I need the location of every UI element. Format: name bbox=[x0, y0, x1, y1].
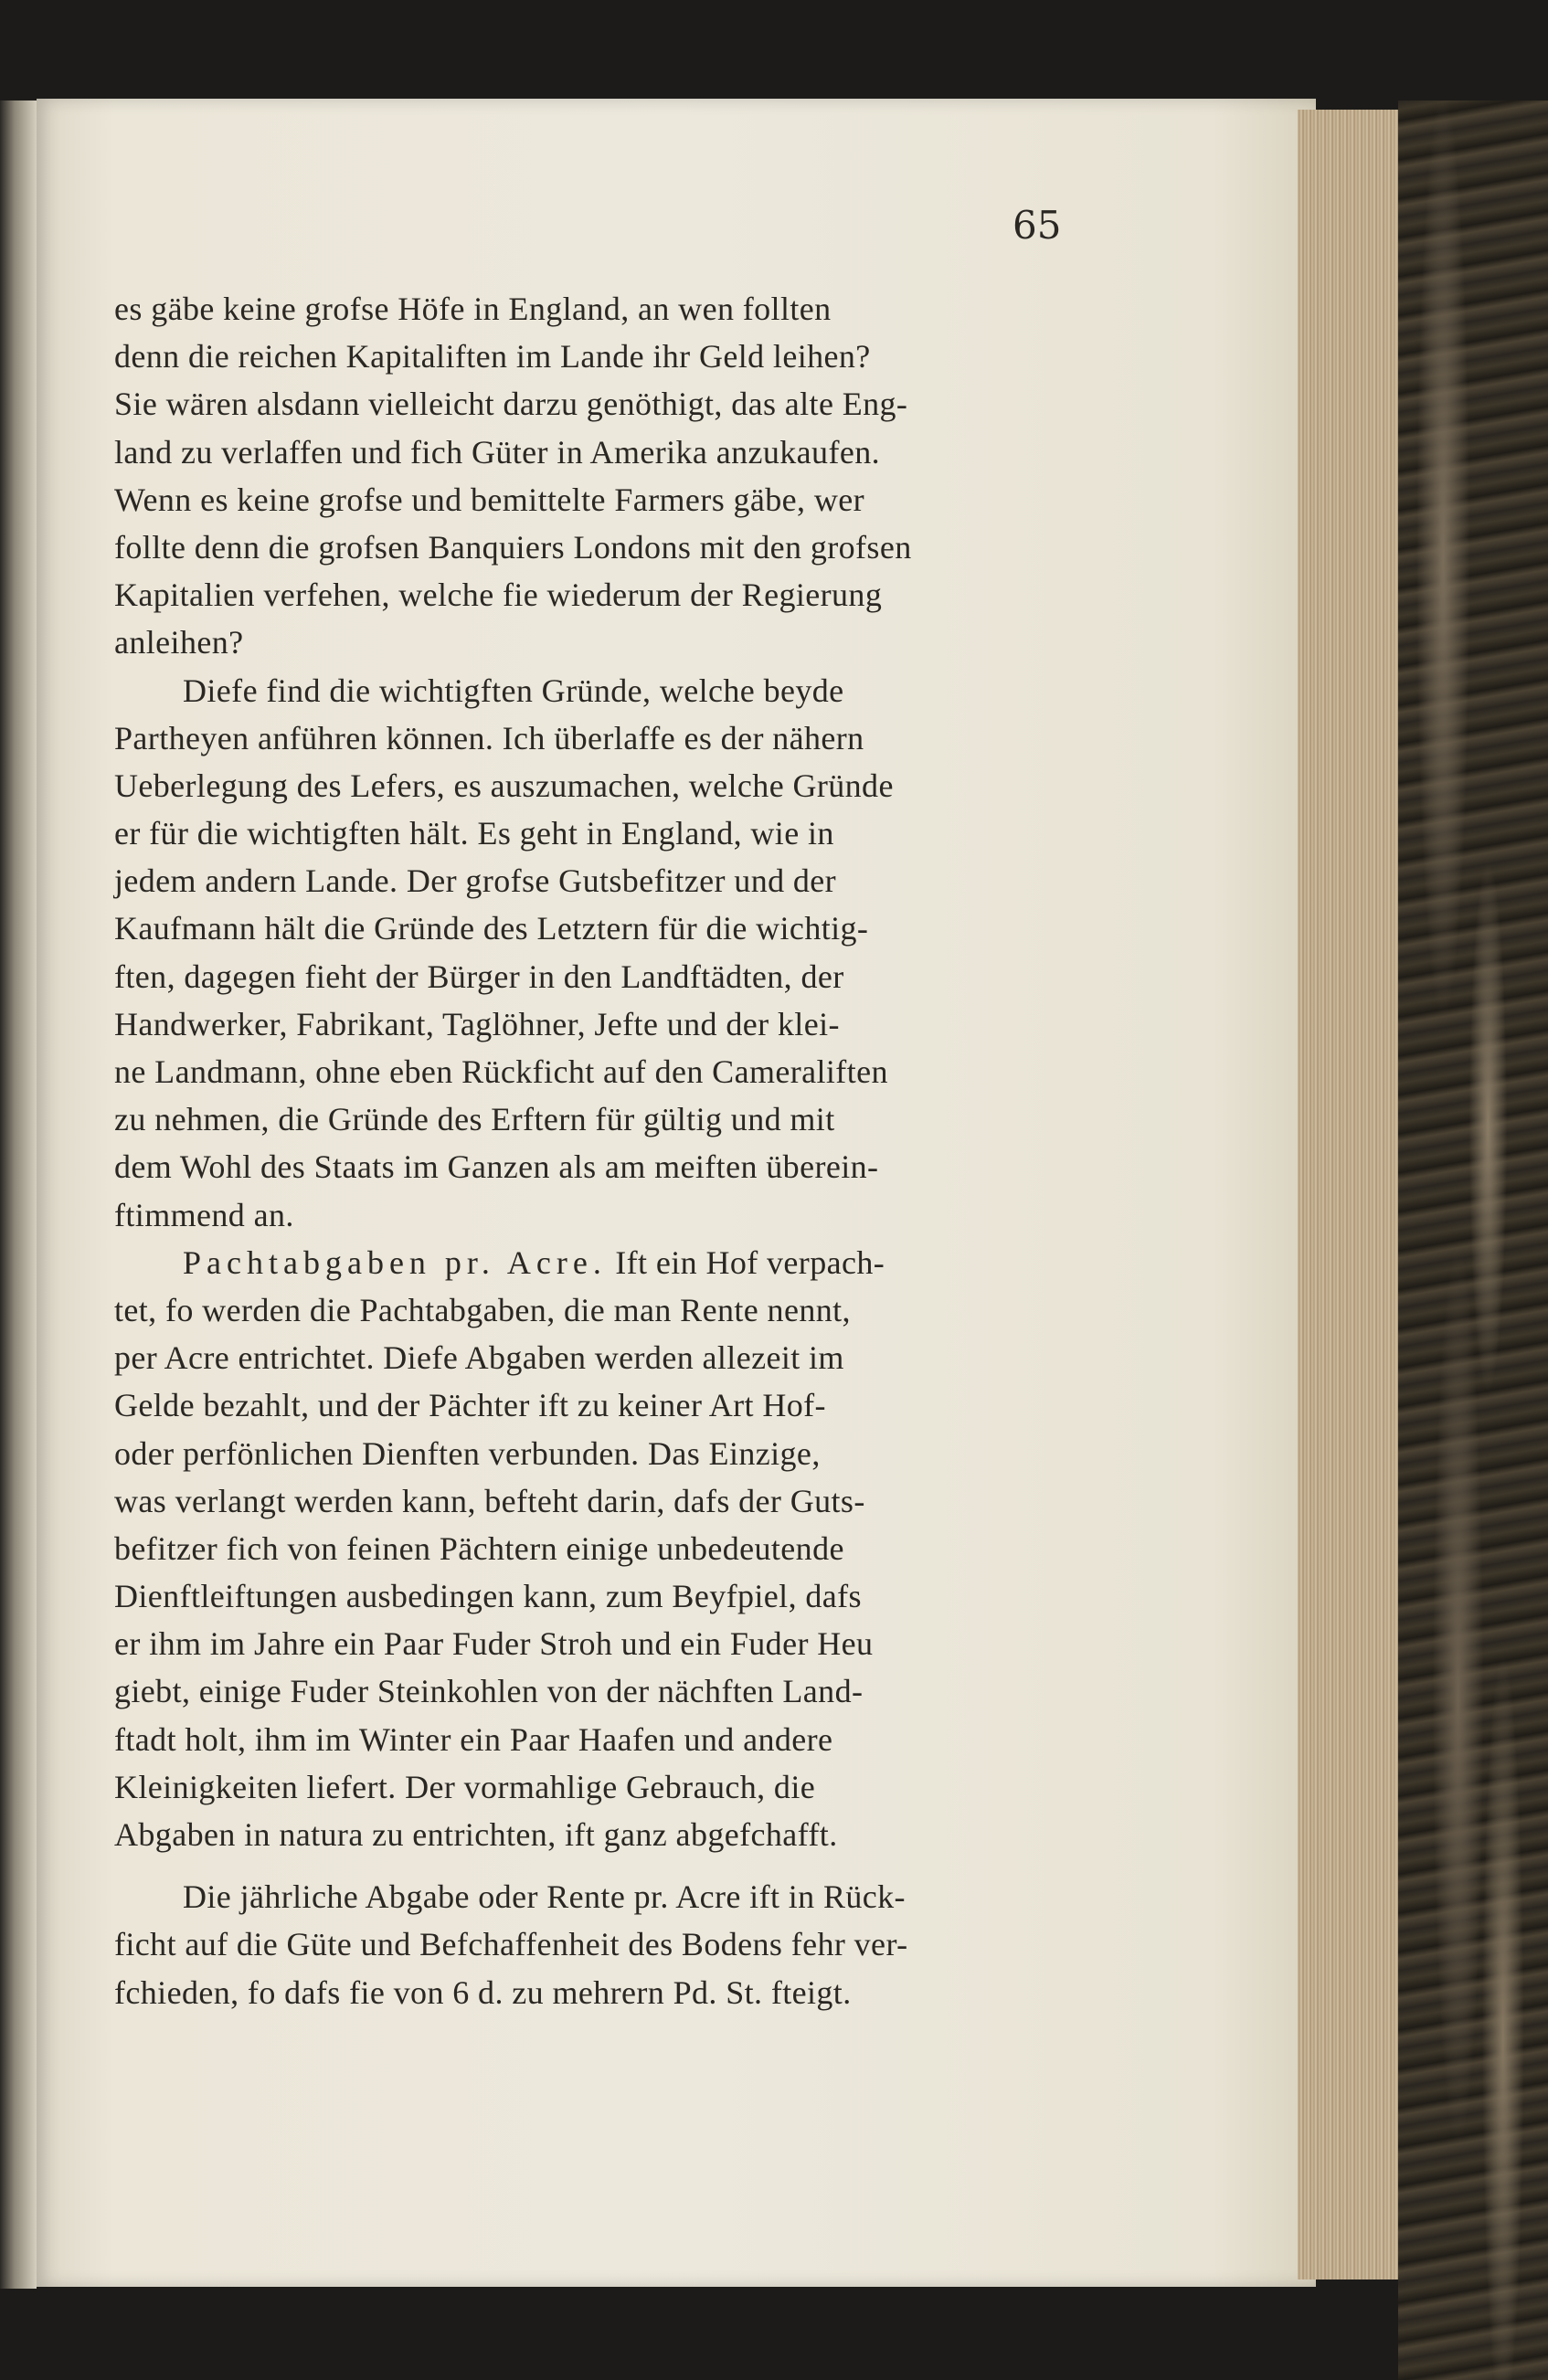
text-line: tet, fo werden die Pachtabgaben, die man Rente nennt, bbox=[114, 1291, 851, 1328]
text-line: was verlangt werden kann, befteht darin, dafs der Guts- bbox=[114, 1482, 865, 1519]
text-line: ftadt holt, ihm im Winter ein Paar Haafen und andere bbox=[114, 1720, 833, 1758]
text-line: Kleinigkeiten liefert. Der vormahlige Gebrauch, die bbox=[114, 1768, 816, 1805]
text-line: befitzer fich von feinen Pächtern einige unbedeutende bbox=[114, 1529, 844, 1567]
left-page-edge bbox=[0, 100, 37, 2289]
text-line: anleihen? bbox=[114, 624, 244, 661]
text-line: ften, dagegen fieht der Bürger in den Landftädten, der bbox=[114, 957, 844, 995]
text-line: Sie wären alsdann vielleicht darzu genöthigt, das alte Eng- bbox=[114, 386, 908, 423]
text-line: giebt, einige Fuder Steinkohlen von der nächften Land- bbox=[114, 1673, 864, 1710]
text-run: Ift ein Hof verpach- bbox=[615, 1243, 885, 1281]
text-line: es gäbe keine grofse Höfe in England, an wen follten bbox=[114, 291, 832, 327]
text-line: oder perfönlichen Dienften verbunden. Das Einzige, bbox=[114, 1434, 821, 1472]
text-line: Kaufmann hält die Gründe des Letztern für die wichtig- bbox=[114, 910, 869, 947]
text-line: Dienftleiftungen ausbedingen kann, zum Beyfpiel, dafs bbox=[114, 1578, 862, 1615]
text-line: ftimmend an. bbox=[114, 1196, 294, 1233]
section-line bbox=[114, 1239, 1065, 1286]
text-line: Die jährliche Abgabe oder Rente pr. Acre ift in Rück- bbox=[183, 1878, 906, 1916]
page-number: 65 bbox=[1013, 203, 1062, 248]
body-text bbox=[114, 285, 1065, 2016]
text-line: Kapitalien verfehen, welche fie wiederum der Regierung bbox=[114, 576, 883, 614]
text-line: ficht auf die Güte und Befchaffenheit des Bodens fehr ver- bbox=[114, 1926, 908, 1963]
text-line: per Acre entrichtet. Diefe Abgaben werden allezeit im bbox=[114, 1339, 844, 1377]
text-line: land zu verlaffen und fich Güter in Amerika anzukaufen. bbox=[114, 433, 881, 471]
text-line: Abgaben in natura zu entrichten, ift ganz abgefchafft. bbox=[114, 1816, 838, 1853]
text-line: er ihm im Jahre ein Paar Fuder Stroh und ein Fuder Heu bbox=[114, 1625, 874, 1663]
text-line: zu nehmen, die Gründe des Erftern für gültig und mit bbox=[114, 1101, 835, 1138]
text-line: ne Landmann, ohne eben Rückficht auf den Cameraliften bbox=[114, 1053, 888, 1090]
text-line: Diefe find die wichtigften Gründe, welche beyde bbox=[183, 672, 844, 709]
page-edges bbox=[1298, 110, 1405, 2280]
text-line: fchieden, fo dafs fie von 6 d. zu mehrern Pd. St. fteigt. bbox=[114, 1973, 852, 2011]
section-heading: Pachtabgaben pr. Acre. bbox=[183, 1243, 607, 1281]
text-line: jedem andern Lande. Der grofse Gutsbefitzer und der bbox=[114, 862, 837, 900]
text-line: Wenn es keine grofse und bemittelte Farmers gäbe, wer bbox=[114, 481, 865, 518]
text-line: denn die reichen Kapitaliften im Lande ihr Geld leihen? bbox=[114, 338, 871, 376]
text-line: Partheyen anführen können. Ich überlaffe es der nähern bbox=[114, 719, 864, 756]
text-line: Ueberlegung des Lefers, es auszumachen, welche Gründe bbox=[114, 767, 894, 804]
text-line: dem Wohl des Staats im Ganzen als am meiften überein- bbox=[114, 1148, 879, 1186]
marbled-cover bbox=[1398, 100, 1548, 2380]
text-line: Handwerker, Fabrikant, Taglöhner, Jefte und der klei- bbox=[114, 1005, 840, 1042]
text-line: Gelde bezahlt, und der Pächter ift zu keiner Art Hof- bbox=[114, 1387, 826, 1424]
text-line: follte denn die grofsen Banquiers Londons mit den grofsen bbox=[114, 528, 912, 566]
text-line: er für die wichtigften hält. Es geht in England, wie in bbox=[114, 815, 834, 852]
